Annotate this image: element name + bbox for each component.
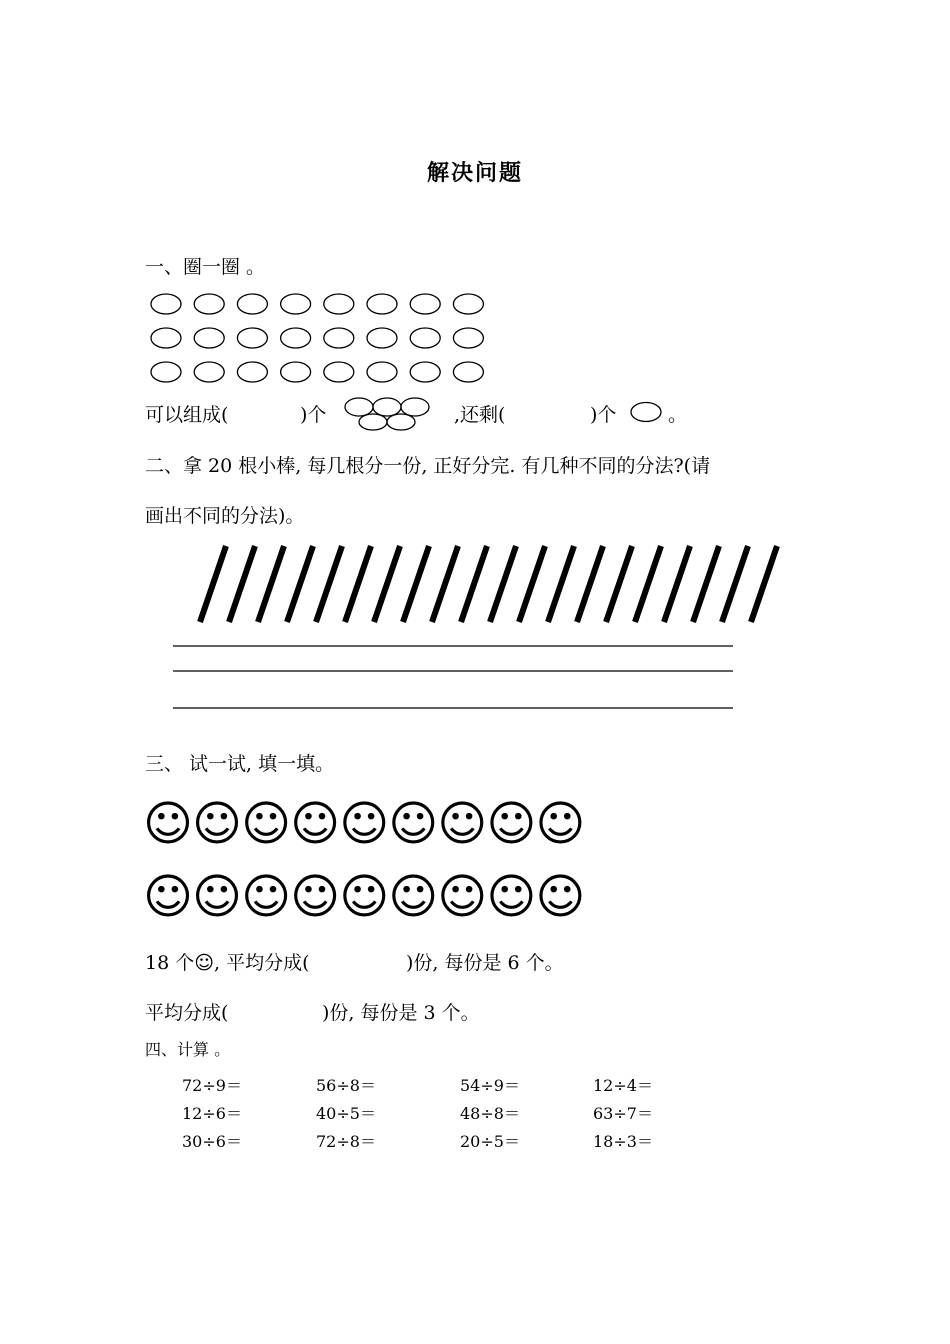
oval-icon: [151, 294, 181, 314]
section1-text-a: 可以组成(: [145, 404, 229, 426]
oval-icon: [324, 294, 354, 314]
oval-icon: [629, 400, 665, 424]
smiley-icon: ☺: [388, 796, 439, 852]
stick: [577, 546, 603, 622]
section3-heading: 三、 试一试, 填一填。: [145, 753, 335, 775]
smiley-icon: ☺: [437, 796, 488, 852]
smiley-icon: ☺: [486, 869, 537, 925]
stick: [722, 546, 748, 622]
stick: [287, 546, 313, 622]
smiley-row: [143, 869, 586, 925]
smiley-icon: ☺: [535, 796, 586, 852]
calc-item: 20÷5＝: [460, 1132, 520, 1151]
smiley-icon: ☺: [194, 952, 215, 974]
oval-icon: [410, 328, 440, 348]
oval-group-icon: [343, 396, 433, 432]
stick: [490, 546, 516, 622]
section3-q1-c: )份, 每份是 6 个。: [406, 952, 564, 974]
calc-item: 40÷5＝: [316, 1104, 376, 1123]
smiley-icon: ☺: [143, 869, 194, 925]
oval-icon: [324, 328, 354, 348]
stick: [403, 546, 429, 622]
smiley-icon: ☺: [241, 869, 292, 925]
section3-q1-a: 18 个: [145, 952, 195, 974]
stick: [751, 546, 777, 622]
smiley-icon: ☺: [290, 796, 341, 852]
calc-item: 18÷3＝: [593, 1132, 653, 1151]
oval-icon: [281, 294, 311, 314]
section4-heading: 四、计算 。: [145, 1040, 231, 1059]
calc-item: 63÷7＝: [593, 1104, 653, 1123]
section3-q1: [145, 948, 310, 975]
smiley-icon: ☺: [339, 869, 390, 925]
oval-icon: [453, 294, 483, 314]
calc-item: 48÷8＝: [460, 1104, 520, 1123]
oval-icon: [194, 294, 224, 314]
oval-icon: [194, 328, 224, 348]
oval-icon: [453, 362, 483, 382]
stick: [519, 546, 545, 622]
oval-icon: [151, 362, 181, 382]
stick: [693, 546, 719, 622]
smiley-icon: ☺: [143, 796, 194, 852]
smiley-icon: ☺: [339, 796, 390, 852]
oval-icon: [281, 362, 311, 382]
smiley-icon: ☺: [388, 869, 439, 925]
stick: [200, 546, 226, 622]
calc-item: 54÷9＝: [460, 1076, 520, 1095]
stick: [548, 546, 574, 622]
oval-icon: [237, 328, 267, 348]
calc-item: 30÷6＝: [182, 1132, 242, 1151]
answer-lines: [170, 640, 740, 715]
calc-item: 12÷4＝: [593, 1076, 653, 1095]
stick: [374, 546, 400, 622]
oval-icon: [367, 328, 397, 348]
oval-icon: [281, 328, 311, 348]
section3-q2-a: 平均分成(: [145, 1002, 229, 1024]
stick: [229, 546, 255, 622]
smiley-icon: ☺: [290, 869, 341, 925]
oval-icon: [237, 362, 267, 382]
smiley-icon: ☺: [192, 796, 243, 852]
oval-grid: [145, 288, 495, 388]
stick: [461, 546, 487, 622]
oval-icon: [194, 362, 224, 382]
oval-icon: [410, 294, 440, 314]
section3-q1-b: , 平均分成(: [214, 952, 310, 974]
stick: [316, 546, 342, 622]
smiley-icon: ☺: [486, 796, 537, 852]
page-title: 解决问题: [426, 160, 523, 186]
stick: [258, 546, 284, 622]
oval-icon: [324, 362, 354, 382]
stick: [635, 546, 661, 622]
oval-icon: [453, 328, 483, 348]
oval-icon: [237, 294, 267, 314]
oval-icon: [410, 362, 440, 382]
oval-icon: [151, 328, 181, 348]
stick: [345, 546, 371, 622]
smiley-icon: ☺: [192, 869, 243, 925]
section1-text-e: 。: [668, 404, 688, 426]
smiley-icon: ☺: [535, 869, 586, 925]
stick: [606, 546, 632, 622]
smiley-icon: ☺: [437, 869, 488, 925]
section1-heading: 一、圈一圈 。: [145, 256, 266, 278]
calc-item: 12÷6＝: [182, 1104, 242, 1123]
smiley-icon: ☺: [241, 796, 292, 852]
calc-item: 72÷8＝: [316, 1132, 376, 1151]
section1-text-b: )个: [300, 404, 327, 426]
sticks-figure: [190, 540, 790, 630]
section3-q2-b: )份, 每份是 3 个。: [322, 1002, 480, 1024]
section2-line1: 二、拿 20 根小棒, 每几根分一份, 正好分完. 有几种不同的分法?(请: [145, 455, 711, 477]
smiley-row: [143, 796, 586, 852]
oval-icon: [367, 294, 397, 314]
section1-text-c: ,还剩(: [454, 404, 506, 426]
section2-line2: 画出不同的分法)。: [145, 505, 305, 527]
calc-item: 72÷9＝: [182, 1076, 242, 1095]
calc-item: 56÷8＝: [316, 1076, 376, 1095]
stick: [664, 546, 690, 622]
section1-text-d: )个: [590, 404, 617, 426]
stick: [432, 546, 458, 622]
oval-icon: [367, 362, 397, 382]
